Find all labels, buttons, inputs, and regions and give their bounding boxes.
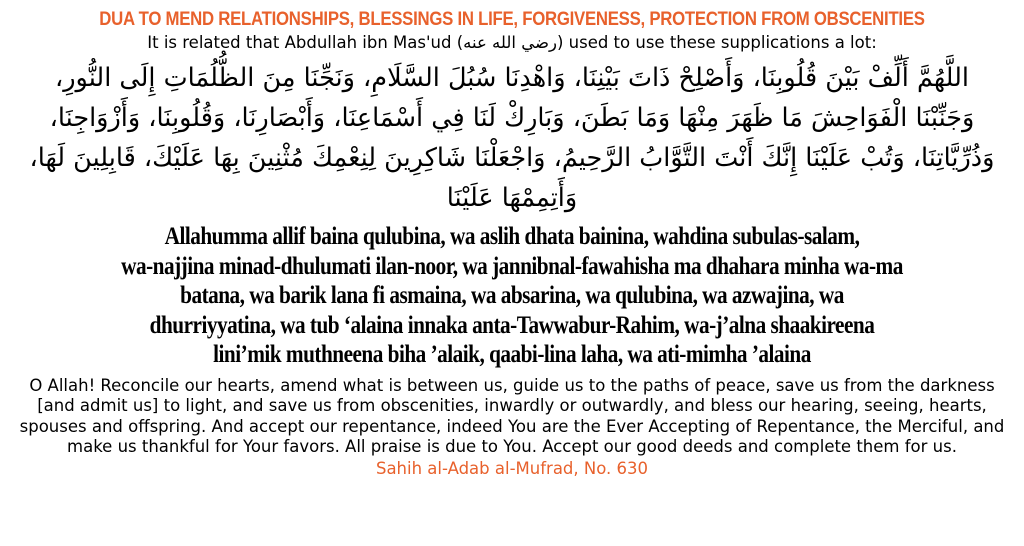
transliteration-line: dhurriyyatina, wa tub ‘alaina innaka anta-Tawwabur-Rahim, wa-j’alna shaakireena <box>149 311 875 339</box>
transliteration-line: lini’mik muthneena biha ’alaik, qaabi-lina laha, wa ati-mimha ’alaina <box>213 341 811 368</box>
transliteration-line: batana, wa barik lana fi asmaina, wa absarina, wa qulubina, wa azwajina, wa <box>180 282 844 309</box>
subtitle: It is related that Abdullah ibn Mas'ud (رضي الله عنه) used to use these supplications a lot: <box>147 33 877 52</box>
arabic-text: اللَّهُمَّ أَلِّفْ بَيْنَ قُلُوبِنَا، وَأَصْلِحْ ذَاتَ بَيْنِنَا، وَاهْدِنَا سُبُلَ السَّلَامِ، وَنَجِّنَا مِنَ الظُّلُمَاتِ إِلَى النُّورِ، وَجَنِّبْنَا الْفَوَاحِشَ مَا ظَهَرَ مِنْهَا وَمَا بَطَنَ، وَبَارِكْ لَنَا فِي أَسْمَاعِنَا، وَأَبْصَارِنَا، وَقُلُوبِنَا، وَأَزْوَاجِنَا، وَذُرِّيَّاتِنَا، وَتُبْ عَلَيْنَا إِنَّكَ أَنْتَ التَّوَّابُ الرَّحِيمُ، وَاجْعَلْنَا شَاكِرِينَ لِنِعْمِكَ مُثْنِينَ بِهَا عَلَيْكَ، قَابِلِينَ لَهَا، وَأَتِمِمْهَا عَلَيْنَا <box>29 63 995 213</box>
transliteration-line: wa-najjina minad-dhulumati ilan-noor, wa jannibnal-fawahisha ma dhahara minha wa-ma <box>121 252 903 280</box>
source-citation: Sahih al-Adab al-Mufrad, No. 630 <box>375 458 649 478</box>
page-title: DUA TO MEND RELATIONSHIPS, BLESSINGS IN LIFE, FORGIVENESS, PROTECTION FROM OBSCENITIES <box>99 8 925 30</box>
translation: O Allah! Reconcile our hearts, amend what is between us, guide us to the paths of peace, save us from the darkness [and admit us] to light, and save us from obscenities, inwardly or outwardly, and bless our hearing, seeing, hearts, spouses and offspring. And accept our repentance, indeed You are the Ever Accepting of Repentance, the Merciful, and make us thankful for Your favors. All praise is due to You. Accept our good deeds and complete them for us. <box>19 375 1005 456</box>
transliteration <box>8 222 1016 370</box>
transliteration-line: Allahumma allif baina qulubina, wa aslih dhata bainina, wahdina subulas-salam, <box>164 223 860 250</box>
